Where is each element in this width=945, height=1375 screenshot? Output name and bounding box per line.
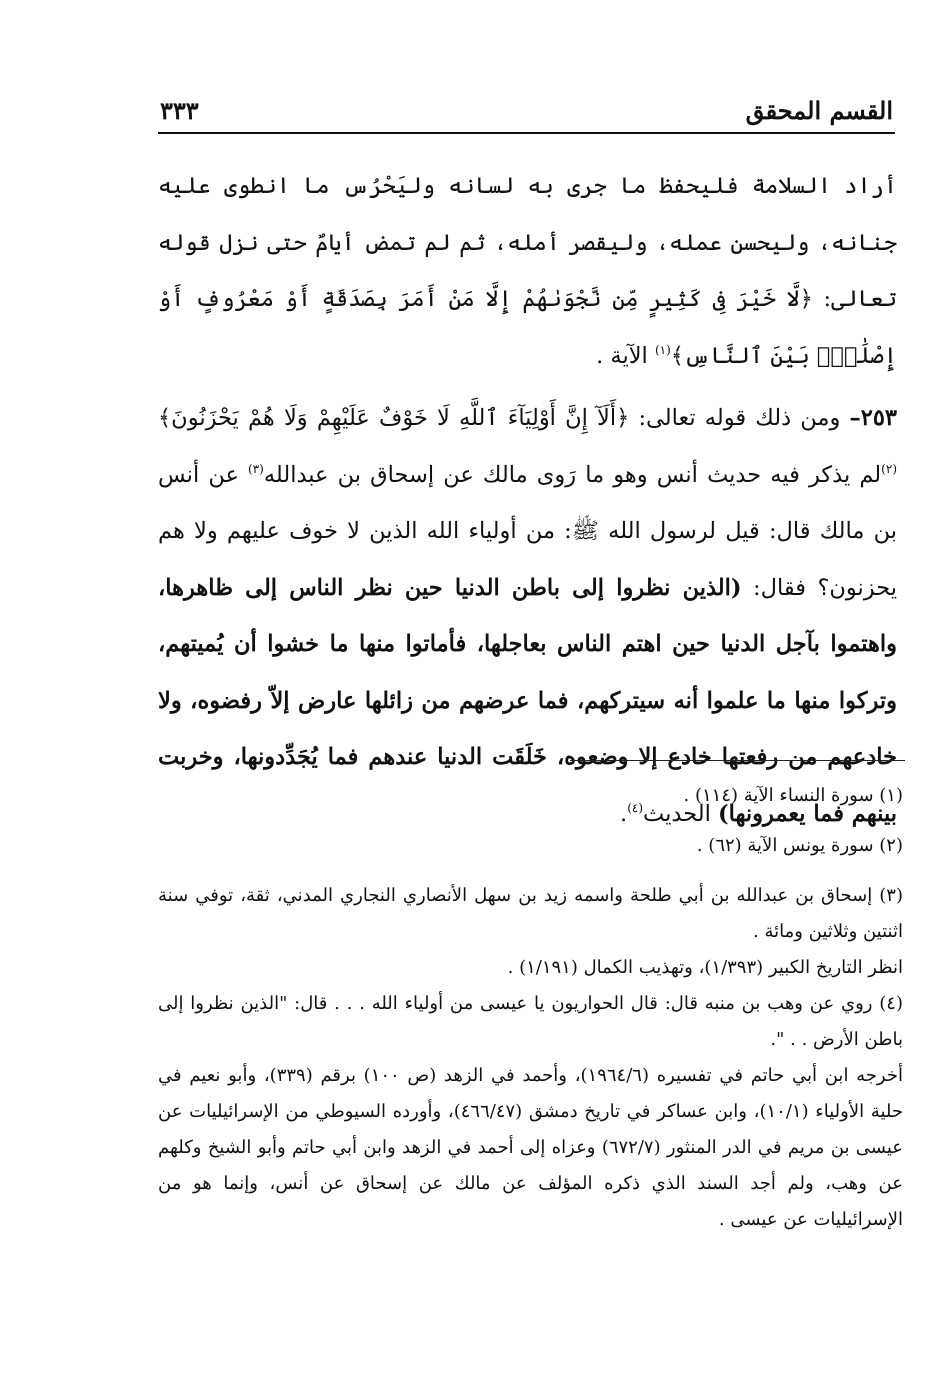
- paragraph-1-text: أراد السلامة فليحفظ ما جرى به لسانه وليَحْرُس ما انطوى عليه جنانه، وليحسن عمله، وليقصر أمله، ثم لم تمض أيامٌ حتى نزل قوله تعالى:: [158, 173, 898, 312]
- footnote-4-sources: أخرجه ابن أبي حاتم في تفسيره (١٩٦٤/٦)، وأحمد في الزهد (ص ١٠٠) برقم (٣٣٩)، وأبو نعيم في حلية الأولياء (١٠/١)، وابن عساكر في تاريخ دمشق (٤٦٦/٤٧)، وأورده السيوطي من الإسرائيليات عن عيسى بن مريم في الدر المنثور (٦٧٢/٧) وعزاه إلى أحمد في الزهد وابن أبي حاتم وأبو الشيخ وكلهم عن وهب، ولم أجد السند الذي ذكره المؤلف عن مالك عن إسحاق عن أنس، وإنما هو من الإسرائيليات عن عيسى .: [158, 1065, 903, 1230]
- hadith-label: الحديث: [643, 800, 718, 827]
- paragraph-253: [158, 390, 897, 842]
- section-title: القسم المحقق: [745, 96, 893, 125]
- footnote-ref-4: (٤): [627, 800, 644, 815]
- footnote-ref-2: (٢): [881, 461, 897, 476]
- footnote-4: (٤) روي عن وهب بن منبه قال: قال الحواريون يا عيسى من أولياء الله . . . قال: "الذين نظروا إلى باطن الأرض . . ".: [158, 993, 903, 1050]
- main-text: [158, 158, 897, 842]
- page-number: ٣٣٣: [160, 96, 199, 125]
- footnote-divider: [570, 760, 905, 761]
- footnote-ref-1: (١): [654, 342, 671, 357]
- paragraph-253-end: .: [620, 800, 628, 827]
- quran-quote-1: ﴿لَّا خَيْرَ فِى كَثِيرٍ مِّن نَّجْوَىٰهُمْ إِلَّا مَنْ أَمَرَ بِصَدَقَةٍ أَوْ مَعْرُوفٍ أَوْ إِصْلَٰحٍۭ بَيْنَ ٱلنَّاسِ﴾: [158, 286, 897, 369]
- entry-number: ٢٥٣–: [849, 405, 897, 431]
- quran-quote-2: ﴿أَلَآ إِنَّ أَوْلِيَآءَ ٱللَّهِ لَا خَوْفٌ عَلَيْهِمْ وَلَا هُمْ يَحْزَنُونَ﴾: [158, 405, 630, 431]
- paragraph-1: [158, 158, 897, 384]
- paragraph-253-question: عن أنس بن مالك قال: قيل لرسول الله ﷺ: من أولياء الله الذين لا خوف عليهم ولا هم يحزنون؟ فقال:: [158, 461, 897, 601]
- paragraph-253-narration: لم يذكر فيه حديث أنس وهو ما رَوى مالك عن إسحاق بن عبدالله: [263, 461, 882, 488]
- footnote-3: (٣) إسحاق بن عبدالله بن أبي طلحة واسمه زيد بن سهل الأنصاري النجاري المدني، ثقة، توفي سنة اثنتين وثلاثين ومائة .: [158, 885, 903, 942]
- hadith-text: (الذين نظروا إلى باطن الدنيا حين نظر الناس إلى ظاهرها، واهتموا بآجل الدنيا حين اهتم الناس بعاجلها، فأماتوا منها ما خشوا أن يُميتهم، وتركوا منها ما علموا أنه سيتركهم، فما عرضهم من زائلها عارض إلاّ رفضوه، ولا خادعهم من رفعتها خادع إلا وضعوه، خَلَقَت الدنيا عندهم فما يُجَدِّدونها، وخربت بينهم فما يعمرونها): [158, 574, 897, 827]
- footnotes: [158, 778, 903, 1238]
- footnote-2: (٢) سورة يونس الآية (٦٢) .: [696, 835, 903, 856]
- paragraph-1-end: الآية .: [596, 342, 655, 369]
- footnote-1: (١) سورة النساء الآية (١١٤) .: [683, 785, 903, 806]
- page-header: [158, 96, 895, 134]
- paragraph-253-intro: ومن ذلك قوله تعالى:: [629, 405, 850, 431]
- footnote-3-reference: انظر التاريخ الكبير (١/٣٩٣)، وتهذيب الكمال (١/١٩١) .: [507, 957, 903, 978]
- footnote-ref-3: (٣): [248, 461, 264, 476]
